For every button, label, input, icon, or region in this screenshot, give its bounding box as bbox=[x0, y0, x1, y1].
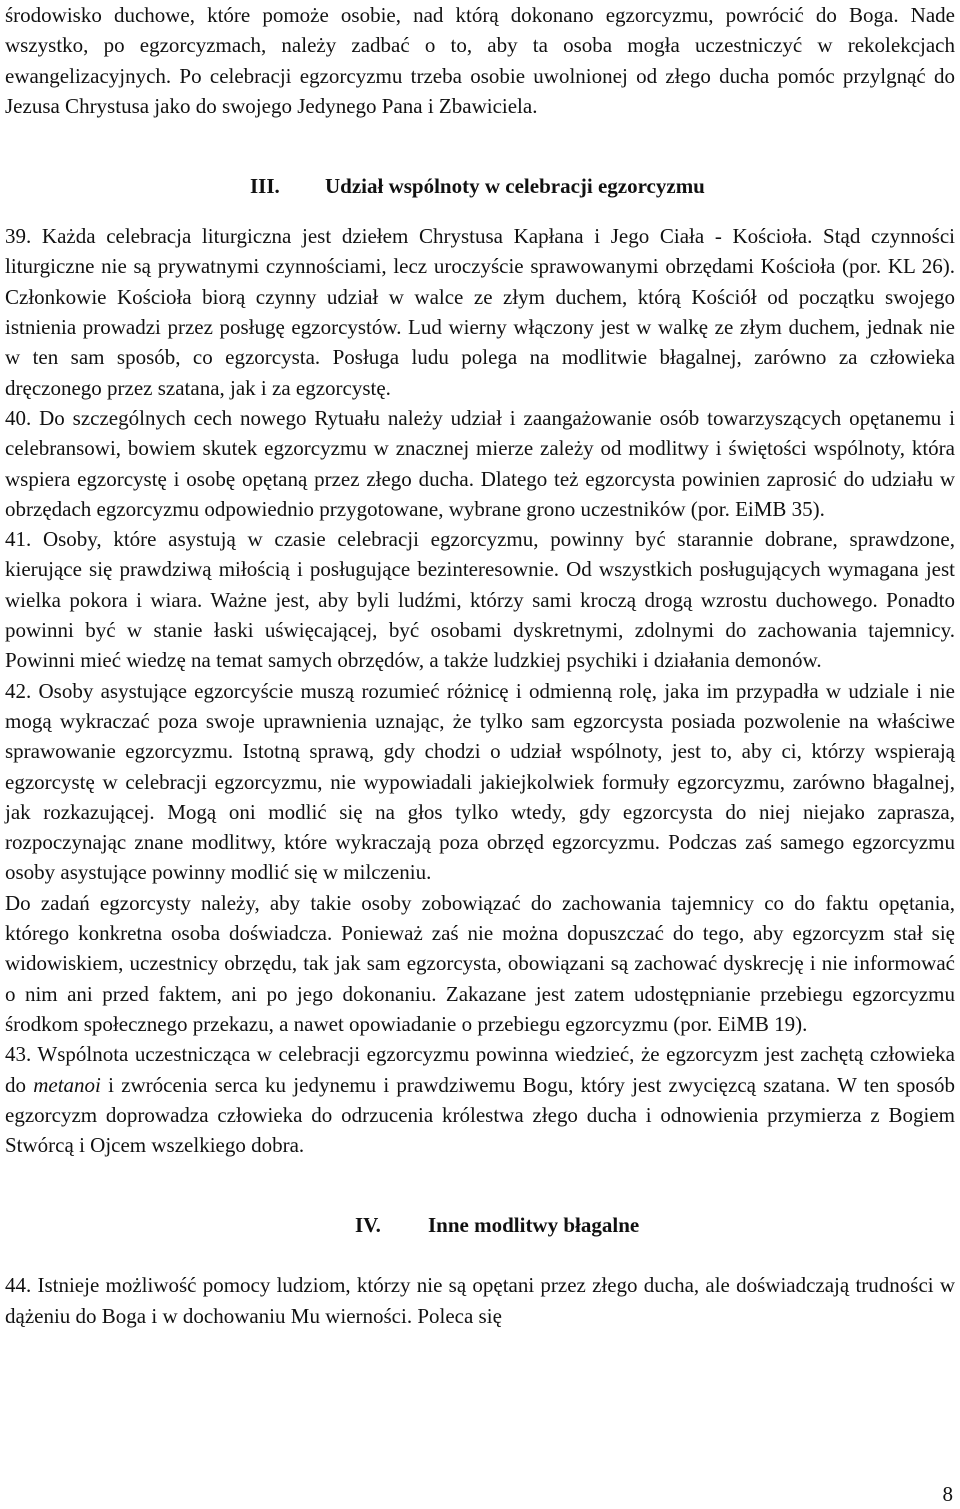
paragraph-44: 44. Istnieje możliwość pomocy ludziom, którzy nie są opętani przez złego ducha, ale doświadczają trudności w dążeniu do Boga i w dochowaniu Mu wierności. Poleca się bbox=[5, 1273, 955, 1328]
paragraph-42: 42. Osoby asystujące egzorcyście muszą rozumieć różnicę i odmienną rolę, jaka im przypadła w udziale i nie mogą wykraczać poza swoje uprawnienia uznając, że tylko sam egzorcysta posiada pozwolenie na właściwe sprawowanie egzorcyzmu. Istotną sprawą, gdy chodzi o udział wspólnoty, jest to, aby ci, którzy wspierają egzorcystę w celebracji egzorcyzmu, nie wypowiadali jakiejkolwiek formuły egzorcyzmu, zarówno błagalnej, jak rozkazującej. Mogą oni modlić się na głos tylko wtedy, gdy egzorcysta do niej niejako zaprasza, rozpoczynając znane modlitwy, które wykraczają poza obrzęd egzorcyzmu. Podczas zaś samego egzorcyzmu osoby asystujące powinny modlić się w milczeniu. bbox=[5, 678, 955, 885]
paragraph-40: 40. Do szczególnych cech nowego Rytuału należy udział i zaangażowanie osób towarzyszących opętanemu i celebransowi, bowiem skutek egzorcyzmu w znacznej mierze zależy od modlitwy i świętości wspólnoty, która wspiera egzorcystę i osobę opętaną przez złego ducha. Dlatego też egzorcysta powinien zaprosić do udziału w obrzędach egzorcyzmu odpowiednio przygotowane, wybrane grono uczestników (por. EiMB 35). bbox=[5, 405, 955, 521]
paragraph-39: 39. Każda celebracja liturgiczna jest dziełem Chrystusa Kapłana i Jego Ciała - Kościoła. Stąd czynności liturgiczne nie są prywatnymi czynnościami, lecz uroczyście sprawowanymi obrzędami Kościoła (por. KL 26). Członkowie Kościoła biorą czynny udział w walce ze złym duchem, którą Kościół od początku swojego istnienia prowadzi przez posługę egzorcystów. Lud wierny włączony jest w walkę ze złym duchem, jednak nie w ten sam sposób, co egzorcysta. Posługa ludu polega na modlitwie błagalnej, zarówno za człowieka dręczonego przez szatana, jak i za egzorcystę. bbox=[5, 224, 955, 400]
paragraph-43-text-end: i zwrócenia serca ku jedynemu i prawdziwemu Bogu, który jest zwycięzcą szatana. W ten sposób egzorcyzm doprowadza człowieka do odrzucenia królestwa złego ducha i odnowienia przymierza z Bogiem Stwórcą i Ojcem wszelkiego dobra. bbox=[5, 1072, 955, 1158]
section-number: IV. bbox=[355, 1213, 381, 1238]
paragraph-43-text-start: 43. Wspólnota uczestnicząca w celebracji egzorcyzmu powinna wiedzieć, że egzorcyzm jest zachętą człowieka do bbox=[5, 1042, 955, 1097]
section-heading-iii bbox=[5, 171, 955, 201]
section-title: Inne modlitwy błagalne bbox=[428, 1213, 640, 1238]
paragraph-43-italic-term: metanoi bbox=[33, 1072, 101, 1097]
section-number: III. bbox=[250, 174, 280, 199]
paragraph-42-continued: Do zadań egzorcysty należy, aby takie osoby zobowiązać do zachowania tajemnicy co do faktu opętania, którego konkretna osoba doświadcza. Ponieważ zaś nie można dopuszczać do tego, aby egzorcyzm stał się widowiskiem, uczestnicy obrzędu, tak jak sam egzorcysta, obowiązani są zachować dyskrecję i nie informować o nim ani przed faktem, ani po jego dokonaniu. Zakazane jest zatem udostępnianie przebiegu egzorcyzmu środkom społecznego przekazu, a nawet opowiadanie o przebiegu egzorcyzmu (por. EiMB 19). bbox=[5, 890, 955, 1036]
section-title: Udział wspólnoty w celebracji egzorcyzmu bbox=[325, 174, 705, 199]
section-heading-iv bbox=[5, 1210, 955, 1240]
paragraph-continuation: środowisko duchowe, które pomoże osobie, nad którą dokonano egzorcyzmu, powrócić do Boga. Nade wszystko, po egzorcyzmach, należy zadbać o to, aby ta osoba mogła uczestniczyć w rekolekcjach ewangelizacyjnych. Po celebracji egzorcyzmu trzeba osobie uwolnionej od złego ducha pomóc przylgnąć do Jezusa Chrystusa jako do swojego Jedynego Pana i Zbawiciela. bbox=[5, 3, 955, 118]
page-number: 8 bbox=[942, 1482, 953, 1506]
paragraph-43 bbox=[5, 1039, 955, 1160]
paragraph-41: 41. Osoby, które asystują w czasie celebracji egzorcyzmu, powinny być starannie dobrane, sprawdzone, kierujące się prawdziwą miłością i posługujące bezinteresownie. Od wszystkich posługujących wymagana jest wielka pokora i wiara. Ważne jest, aby byli ludźmi, którzy sami kroczą drogą wzrostu duchowego. Ponadto powinni być w stanie łaski uświęcającej, być osobami dyskretnymi, zdolnymi do zachowania tajemnicy. Powinni mieć wiedzę na temat samych obrzędów, a także ludzkiej psychiki i działania demonów. bbox=[5, 527, 955, 673]
document-page bbox=[5, 0, 955, 1331]
